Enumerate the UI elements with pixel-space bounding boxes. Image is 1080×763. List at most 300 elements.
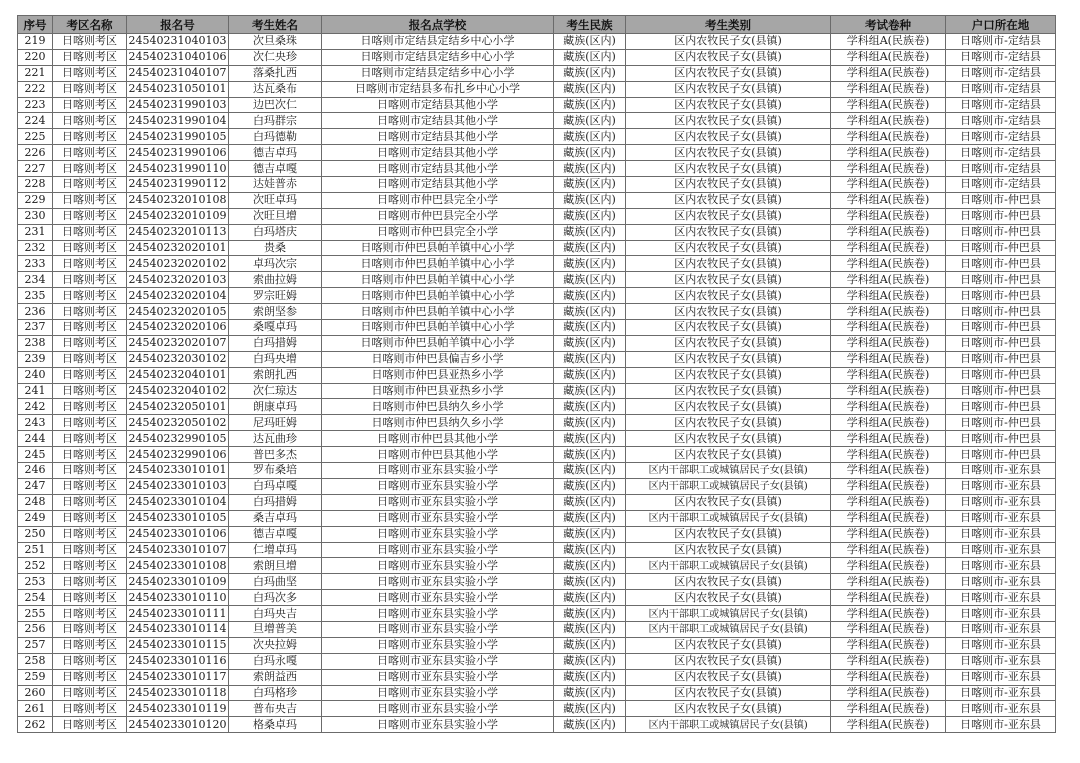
- cell-hukou: 日喀则市-仲巴县: [946, 351, 1056, 367]
- cell-exam-area: 日喀则考区: [53, 510, 127, 526]
- cell-hukou: 日喀则市-定结县: [946, 113, 1056, 129]
- cell-hukou: 日喀则市-亚东县: [946, 590, 1056, 606]
- cell-registration-no: 24540233010101: [127, 463, 229, 479]
- cell-category: 区内农牧民子女(县镇): [626, 526, 831, 542]
- cell-category: 区内农牧民子女(县镇): [626, 304, 831, 320]
- table-row: [18, 653, 1056, 669]
- cell-registration-no: 24540231990106: [127, 145, 229, 161]
- cell-exam-area: 日喀则考区: [53, 574, 127, 590]
- cell-hukou: 日喀则市-定结县: [946, 81, 1056, 97]
- cell-category: 区内干部职工或城镇居民子女(县镇): [626, 717, 831, 733]
- cell-school: 日喀则市仲巴县帕羊镇中心小学: [322, 288, 554, 304]
- cell-paper-type: 学科组A(民族卷): [831, 415, 946, 431]
- cell-ethnicity: 藏族(区内): [554, 65, 626, 81]
- cell-candidate-name: 格桑卓玛: [229, 717, 322, 733]
- cell-ethnicity: 藏族(区内): [554, 161, 626, 177]
- cell-school: 日喀则市仲巴县完全小学: [322, 192, 554, 208]
- cell-hukou: 日喀则市-仲巴县: [946, 367, 1056, 383]
- cell-hukou: 日喀则市-亚东县: [946, 669, 1056, 685]
- cell-serial: 224: [18, 113, 53, 129]
- table-row: [18, 256, 1056, 272]
- cell-serial: 220: [18, 49, 53, 65]
- cell-ethnicity: 藏族(区内): [554, 129, 626, 145]
- table-row: [18, 478, 1056, 494]
- cell-candidate-name: 普巴多杰: [229, 447, 322, 463]
- cell-serial: 260: [18, 685, 53, 701]
- cell-ethnicity: 藏族(区内): [554, 463, 626, 479]
- cell-paper-type: 学科组A(民族卷): [831, 145, 946, 161]
- cell-hukou: 日喀则市-定结县: [946, 177, 1056, 193]
- cell-category: 区内农牧民子女(县镇): [626, 415, 831, 431]
- table-row: [18, 463, 1056, 479]
- cell-paper-type: 学科组A(民族卷): [831, 669, 946, 685]
- cell-registration-no: 24540232020104: [127, 288, 229, 304]
- cell-school: 日喀则市亚东县实验小学: [322, 542, 554, 558]
- cell-registration-no: 24540233010111: [127, 606, 229, 622]
- cell-paper-type: 学科组A(民族卷): [831, 574, 946, 590]
- cell-serial: 223: [18, 97, 53, 113]
- cell-ethnicity: 藏族(区内): [554, 256, 626, 272]
- cell-school: 日喀则市仲巴县帕羊镇中心小学: [322, 272, 554, 288]
- table-row: [18, 431, 1056, 447]
- cell-ethnicity: 藏族(区内): [554, 192, 626, 208]
- cell-school: 日喀则市亚东县实验小学: [322, 701, 554, 717]
- cell-school: 日喀则市亚东县实验小学: [322, 685, 554, 701]
- cell-category: 区内农牧民子女(县镇): [626, 574, 831, 590]
- table-row: [18, 717, 1056, 733]
- cell-school: 日喀则市定结县定结乡中心小学: [322, 34, 554, 50]
- cell-candidate-name: 次旺旦增: [229, 208, 322, 224]
- cell-paper-type: 学科组A(民族卷): [831, 351, 946, 367]
- cell-school: 日喀则市亚东县实验小学: [322, 590, 554, 606]
- cell-paper-type: 学科组A(民族卷): [831, 542, 946, 558]
- cell-serial: 258: [18, 653, 53, 669]
- cell-hukou: 日喀则市-仲巴县: [946, 224, 1056, 240]
- cell-hukou: 日喀则市-亚东县: [946, 510, 1056, 526]
- cell-hukou: 日喀则市-亚东县: [946, 621, 1056, 637]
- cell-registration-no: 24540233010117: [127, 669, 229, 685]
- cell-ethnicity: 藏族(区内): [554, 574, 626, 590]
- cell-school: 日喀则市亚东县实验小学: [322, 463, 554, 479]
- cell-candidate-name: 次仁琼达: [229, 383, 322, 399]
- cell-candidate-name: 白玛永嘎: [229, 653, 322, 669]
- cell-serial: 241: [18, 383, 53, 399]
- cell-candidate-name: 朗康卓玛: [229, 399, 322, 415]
- table-row: [18, 669, 1056, 685]
- cell-paper-type: 学科组A(民族卷): [831, 288, 946, 304]
- table-row: [18, 145, 1056, 161]
- cell-candidate-name: 索朗益西: [229, 669, 322, 685]
- table-row: [18, 606, 1056, 622]
- cell-exam-area: 日喀则考区: [53, 129, 127, 145]
- cell-serial: 235: [18, 288, 53, 304]
- cell-ethnicity: 藏族(区内): [554, 113, 626, 129]
- cell-paper-type: 学科组A(民族卷): [831, 129, 946, 145]
- cell-category: 区内农牧民子女(县镇): [626, 224, 831, 240]
- cell-candidate-name: 次央拉姆: [229, 637, 322, 653]
- cell-exam-area: 日喀则考区: [53, 478, 127, 494]
- cell-category: 区内农牧民子女(县镇): [626, 177, 831, 193]
- cell-paper-type: 学科组A(民族卷): [831, 65, 946, 81]
- table-header-row: [18, 16, 1056, 34]
- table-row: [18, 49, 1056, 65]
- table-row: [18, 351, 1056, 367]
- cell-registration-no: 24540232020105: [127, 304, 229, 320]
- cell-registration-no: 24540233010107: [127, 542, 229, 558]
- cell-category: 区内农牧民子女(县镇): [626, 272, 831, 288]
- cell-exam-area: 日喀则考区: [53, 637, 127, 653]
- cell-category: 区内农牧民子女(县镇): [626, 240, 831, 256]
- cell-exam-area: 日喀则考区: [53, 49, 127, 65]
- cell-exam-area: 日喀则考区: [53, 367, 127, 383]
- cell-school: 日喀则市仲巴县帕羊镇中心小学: [322, 335, 554, 351]
- cell-school: 日喀则市亚东县实验小学: [322, 637, 554, 653]
- cell-paper-type: 学科组A(民族卷): [831, 240, 946, 256]
- cell-school: 日喀则市亚东县实验小学: [322, 478, 554, 494]
- cell-serial: 226: [18, 145, 53, 161]
- table-row: [18, 240, 1056, 256]
- table-row: [18, 335, 1056, 351]
- table-row: [18, 701, 1056, 717]
- cell-category: 区内农牧民子女(县镇): [626, 113, 831, 129]
- cell-serial: 248: [18, 494, 53, 510]
- cell-candidate-name: 德吉卓嘎: [229, 161, 322, 177]
- cell-hukou: 日喀则市-亚东县: [946, 685, 1056, 701]
- cell-hukou: 日喀则市-仲巴县: [946, 383, 1056, 399]
- cell-candidate-name: 达娃普赤: [229, 177, 322, 193]
- cell-paper-type: 学科组A(民族卷): [831, 510, 946, 526]
- cell-school: 日喀则市定结县定结乡中心小学: [322, 65, 554, 81]
- cell-hukou: 日喀则市-仲巴县: [946, 256, 1056, 272]
- cell-ethnicity: 藏族(区内): [554, 415, 626, 431]
- cell-registration-no: 24540232010113: [127, 224, 229, 240]
- cell-candidate-name: 索朗坚参: [229, 304, 322, 320]
- table-row: [18, 383, 1056, 399]
- cell-exam-area: 日喀则考区: [53, 81, 127, 97]
- cell-registration-no: 24540233010115: [127, 637, 229, 653]
- table-row: [18, 574, 1056, 590]
- cell-paper-type: 学科组A(民族卷): [831, 606, 946, 622]
- cell-school: 日喀则市亚东县实验小学: [322, 606, 554, 622]
- cell-ethnicity: 藏族(区内): [554, 478, 626, 494]
- cell-exam-area: 日喀则考区: [53, 272, 127, 288]
- candidate-table: [17, 15, 1056, 733]
- cell-hukou: 日喀则市-仲巴县: [946, 320, 1056, 336]
- cell-ethnicity: 藏族(区内): [554, 431, 626, 447]
- cell-category: 区内农牧民子女(县镇): [626, 701, 831, 717]
- cell-registration-no: 24540233010108: [127, 558, 229, 574]
- table-row: [18, 113, 1056, 129]
- cell-category: 区内农牧民子女(县镇): [626, 288, 831, 304]
- table-row: [18, 224, 1056, 240]
- cell-serial: 256: [18, 621, 53, 637]
- cell-paper-type: 学科组A(民族卷): [831, 97, 946, 113]
- cell-hukou: 日喀则市-亚东县: [946, 717, 1056, 733]
- table-row: [18, 399, 1056, 415]
- cell-candidate-name: 索朗旦增: [229, 558, 322, 574]
- cell-category: 区内农牧民子女(县镇): [626, 383, 831, 399]
- cell-exam-area: 日喀则考区: [53, 288, 127, 304]
- cell-serial: 240: [18, 367, 53, 383]
- cell-exam-area: 日喀则考区: [53, 161, 127, 177]
- cell-category: 区内农牧民子女(县镇): [626, 81, 831, 97]
- cell-candidate-name: 桑嘎卓玛: [229, 320, 322, 336]
- cell-hukou: 日喀则市-仲巴县: [946, 431, 1056, 447]
- cell-category: 区内农牧民子女(县镇): [626, 590, 831, 606]
- cell-school: 日喀则市亚东县实验小学: [322, 510, 554, 526]
- cell-hukou: 日喀则市-亚东县: [946, 463, 1056, 479]
- cell-paper-type: 学科组A(民族卷): [831, 224, 946, 240]
- cell-registration-no: 24540232040102: [127, 383, 229, 399]
- cell-ethnicity: 藏族(区内): [554, 304, 626, 320]
- cell-category: 区内农牧民子女(县镇): [626, 351, 831, 367]
- cell-candidate-name: 次旦桑珠: [229, 34, 322, 50]
- cell-ethnicity: 藏族(区内): [554, 669, 626, 685]
- table-row: [18, 320, 1056, 336]
- cell-hukou: 日喀则市-仲巴县: [946, 335, 1056, 351]
- cell-paper-type: 学科组A(民族卷): [831, 621, 946, 637]
- cell-serial: 243: [18, 415, 53, 431]
- cell-category: 区内农牧民子女(县镇): [626, 494, 831, 510]
- cell-serial: 253: [18, 574, 53, 590]
- cell-candidate-name: 罗宗旺姆: [229, 288, 322, 304]
- cell-candidate-name: 边巴次仁: [229, 97, 322, 113]
- cell-hukou: 日喀则市-仲巴县: [946, 192, 1056, 208]
- cell-serial: 232: [18, 240, 53, 256]
- table-row: [18, 367, 1056, 383]
- cell-serial: 244: [18, 431, 53, 447]
- cell-registration-no: 24540232010108: [127, 192, 229, 208]
- cell-category: 区内农牧民子女(县镇): [626, 256, 831, 272]
- cell-ethnicity: 藏族(区内): [554, 49, 626, 65]
- cell-hukou: 日喀则市-定结县: [946, 65, 1056, 81]
- cell-school: 日喀则市仲巴县亚热乡小学: [322, 367, 554, 383]
- cell-registration-no: 24540231040103: [127, 34, 229, 50]
- cell-paper-type: 学科组A(民族卷): [831, 256, 946, 272]
- cell-ethnicity: 藏族(区内): [554, 526, 626, 542]
- cell-school: 日喀则市仲巴县其他小学: [322, 447, 554, 463]
- cell-exam-area: 日喀则考区: [53, 606, 127, 622]
- cell-school: 日喀则市亚东县实验小学: [322, 558, 554, 574]
- cell-hukou: 日喀则市-亚东县: [946, 478, 1056, 494]
- cell-exam-area: 日喀则考区: [53, 97, 127, 113]
- cell-exam-area: 日喀则考区: [53, 208, 127, 224]
- cell-school: 日喀则市亚东县实验小学: [322, 669, 554, 685]
- table-row: [18, 97, 1056, 113]
- cell-school: 日喀则市亚东县实验小学: [322, 494, 554, 510]
- table-row: [18, 192, 1056, 208]
- cell-hukou: 日喀则市-亚东县: [946, 574, 1056, 590]
- cell-registration-no: 24540232010109: [127, 208, 229, 224]
- cell-paper-type: 学科组A(民族卷): [831, 637, 946, 653]
- cell-candidate-name: 达瓦曲珍: [229, 431, 322, 447]
- cell-paper-type: 学科组A(民族卷): [831, 447, 946, 463]
- table-row: [18, 494, 1056, 510]
- cell-category: 区内干部职工或城镇居民子女(县镇): [626, 478, 831, 494]
- cell-paper-type: 学科组A(民族卷): [831, 685, 946, 701]
- cell-registration-no: 24540233010103: [127, 478, 229, 494]
- cell-school: 日喀则市定结县其他小学: [322, 161, 554, 177]
- cell-registration-no: 24540232030102: [127, 351, 229, 367]
- cell-category: 区内农牧民子女(县镇): [626, 161, 831, 177]
- table-row: [18, 526, 1056, 542]
- cell-exam-area: 日喀则考区: [53, 351, 127, 367]
- table-row: [18, 637, 1056, 653]
- cell-exam-area: 日喀则考区: [53, 304, 127, 320]
- cell-ethnicity: 藏族(区内): [554, 224, 626, 240]
- cell-serial: 228: [18, 177, 53, 193]
- cell-school: 日喀则市定结县其他小学: [322, 113, 554, 129]
- cell-candidate-name: 德吉卓嘎: [229, 526, 322, 542]
- cell-serial: 252: [18, 558, 53, 574]
- table-row: [18, 34, 1056, 50]
- cell-category: 区内农牧民子女(县镇): [626, 447, 831, 463]
- cell-candidate-name: 白玛塔庆: [229, 224, 322, 240]
- cell-paper-type: 学科组A(民族卷): [831, 272, 946, 288]
- cell-serial: 233: [18, 256, 53, 272]
- cell-paper-type: 学科组A(民族卷): [831, 463, 946, 479]
- cell-serial: 259: [18, 669, 53, 685]
- cell-exam-area: 日喀则考区: [53, 65, 127, 81]
- cell-school: 日喀则市仲巴县纳久乡小学: [322, 399, 554, 415]
- cell-candidate-name: 白玛央吉: [229, 606, 322, 622]
- cell-hukou: 日喀则市-仲巴县: [946, 240, 1056, 256]
- cell-paper-type: 学科组A(民族卷): [831, 494, 946, 510]
- cell-serial: 250: [18, 526, 53, 542]
- cell-paper-type: 学科组A(民族卷): [831, 161, 946, 177]
- cell-exam-area: 日喀则考区: [53, 335, 127, 351]
- cell-paper-type: 学科组A(民族卷): [831, 653, 946, 669]
- cell-hukou: 日喀则市-亚东县: [946, 558, 1056, 574]
- cell-serial: 239: [18, 351, 53, 367]
- cell-ethnicity: 藏族(区内): [554, 653, 626, 669]
- cell-paper-type: 学科组A(民族卷): [831, 208, 946, 224]
- cell-registration-no: 24540232020107: [127, 335, 229, 351]
- cell-exam-area: 日喀则考区: [53, 34, 127, 50]
- cell-hukou: 日喀则市-亚东县: [946, 542, 1056, 558]
- cell-exam-area: 日喀则考区: [53, 494, 127, 510]
- cell-serial: 225: [18, 129, 53, 145]
- cell-paper-type: 学科组A(民族卷): [831, 113, 946, 129]
- cell-serial: 254: [18, 590, 53, 606]
- cell-exam-area: 日喀则考区: [53, 320, 127, 336]
- cell-ethnicity: 藏族(区内): [554, 335, 626, 351]
- cell-school: 日喀则市仲巴县帕羊镇中心小学: [322, 256, 554, 272]
- cell-candidate-name: 白玛措姆: [229, 335, 322, 351]
- cell-hukou: 日喀则市-定结县: [946, 161, 1056, 177]
- cell-registration-no: 24540231990110: [127, 161, 229, 177]
- cell-hukou: 日喀则市-仲巴县: [946, 447, 1056, 463]
- cell-registration-no: 24540233010114: [127, 621, 229, 637]
- cell-category: 区内农牧民子女(县镇): [626, 685, 831, 701]
- cell-exam-area: 日喀则考区: [53, 542, 127, 558]
- table-row: [18, 65, 1056, 81]
- cell-serial: 221: [18, 65, 53, 81]
- cell-serial: 242: [18, 399, 53, 415]
- cell-registration-no: 24540233010118: [127, 685, 229, 701]
- table-row: [18, 81, 1056, 97]
- cell-paper-type: 学科组A(民族卷): [831, 526, 946, 542]
- cell-ethnicity: 藏族(区内): [554, 145, 626, 161]
- cell-school: 日喀则市定结县其他小学: [322, 129, 554, 145]
- cell-ethnicity: 藏族(区内): [554, 447, 626, 463]
- table-row: [18, 288, 1056, 304]
- cell-hukou: 日喀则市-仲巴县: [946, 415, 1056, 431]
- cell-hukou: 日喀则市-定结县: [946, 129, 1056, 145]
- cell-exam-area: 日喀则考区: [53, 669, 127, 685]
- header-hukou: 户口所在地: [946, 16, 1056, 34]
- cell-candidate-name: 白玛措姆: [229, 494, 322, 510]
- cell-candidate-name: 次旺卓玛: [229, 192, 322, 208]
- cell-ethnicity: 藏族(区内): [554, 590, 626, 606]
- cell-registration-no: 24540233010116: [127, 653, 229, 669]
- cell-exam-area: 日喀则考区: [53, 590, 127, 606]
- cell-category: 区内干部职工或城镇居民子女(县镇): [626, 558, 831, 574]
- cell-serial: 255: [18, 606, 53, 622]
- cell-serial: 251: [18, 542, 53, 558]
- cell-exam-area: 日喀则考区: [53, 463, 127, 479]
- cell-registration-no: 24540231990104: [127, 113, 229, 129]
- cell-registration-no: 24540231990103: [127, 97, 229, 113]
- cell-ethnicity: 藏族(区内): [554, 637, 626, 653]
- cell-candidate-name: 旦增普美: [229, 621, 322, 637]
- cell-paper-type: 学科组A(民族卷): [831, 177, 946, 193]
- cell-exam-area: 日喀则考区: [53, 621, 127, 637]
- cell-candidate-name: 贵桑: [229, 240, 322, 256]
- cell-candidate-name: 白玛央增: [229, 351, 322, 367]
- cell-registration-no: 24540232990106: [127, 447, 229, 463]
- header-category: 考生类别: [626, 16, 831, 34]
- cell-category: 区内农牧民子女(县镇): [626, 653, 831, 669]
- cell-paper-type: 学科组A(民族卷): [831, 399, 946, 415]
- cell-candidate-name: 达瓦桑布: [229, 81, 322, 97]
- header-exam-area: 考区名称: [53, 16, 127, 34]
- cell-paper-type: 学科组A(民族卷): [831, 367, 946, 383]
- cell-hukou: 日喀则市-定结县: [946, 97, 1056, 113]
- table-row: [18, 590, 1056, 606]
- cell-serial: 227: [18, 161, 53, 177]
- table-row: [18, 161, 1056, 177]
- table-row: [18, 542, 1056, 558]
- cell-candidate-name: 白玛格珍: [229, 685, 322, 701]
- cell-hukou: 日喀则市-仲巴县: [946, 208, 1056, 224]
- cell-ethnicity: 藏族(区内): [554, 606, 626, 622]
- cell-category: 区内农牧民子女(县镇): [626, 129, 831, 145]
- cell-candidate-name: 德吉卓玛: [229, 145, 322, 161]
- cell-registration-no: 24540231040107: [127, 65, 229, 81]
- cell-registration-no: 24540232020103: [127, 272, 229, 288]
- cell-paper-type: 学科组A(民族卷): [831, 590, 946, 606]
- cell-paper-type: 学科组A(民族卷): [831, 304, 946, 320]
- cell-registration-no: 24540233010105: [127, 510, 229, 526]
- cell-category: 区内农牧民子女(县镇): [626, 192, 831, 208]
- cell-school: 日喀则市仲巴县其他小学: [322, 431, 554, 447]
- cell-ethnicity: 藏族(区内): [554, 558, 626, 574]
- cell-serial: 257: [18, 637, 53, 653]
- cell-category: 区内农牧民子女(县镇): [626, 49, 831, 65]
- cell-registration-no: 24540232020102: [127, 256, 229, 272]
- cell-paper-type: 学科组A(民族卷): [831, 335, 946, 351]
- cell-registration-no: 24540232050101: [127, 399, 229, 415]
- cell-school: 日喀则市亚东县实验小学: [322, 526, 554, 542]
- cell-category: 区内农牧民子女(县镇): [626, 208, 831, 224]
- cell-exam-area: 日喀则考区: [53, 447, 127, 463]
- cell-school: 日喀则市仲巴县纳久乡小学: [322, 415, 554, 431]
- cell-paper-type: 学科组A(民族卷): [831, 431, 946, 447]
- cell-ethnicity: 藏族(区内): [554, 177, 626, 193]
- cell-exam-area: 日喀则考区: [53, 558, 127, 574]
- cell-hukou: 日喀则市-仲巴县: [946, 272, 1056, 288]
